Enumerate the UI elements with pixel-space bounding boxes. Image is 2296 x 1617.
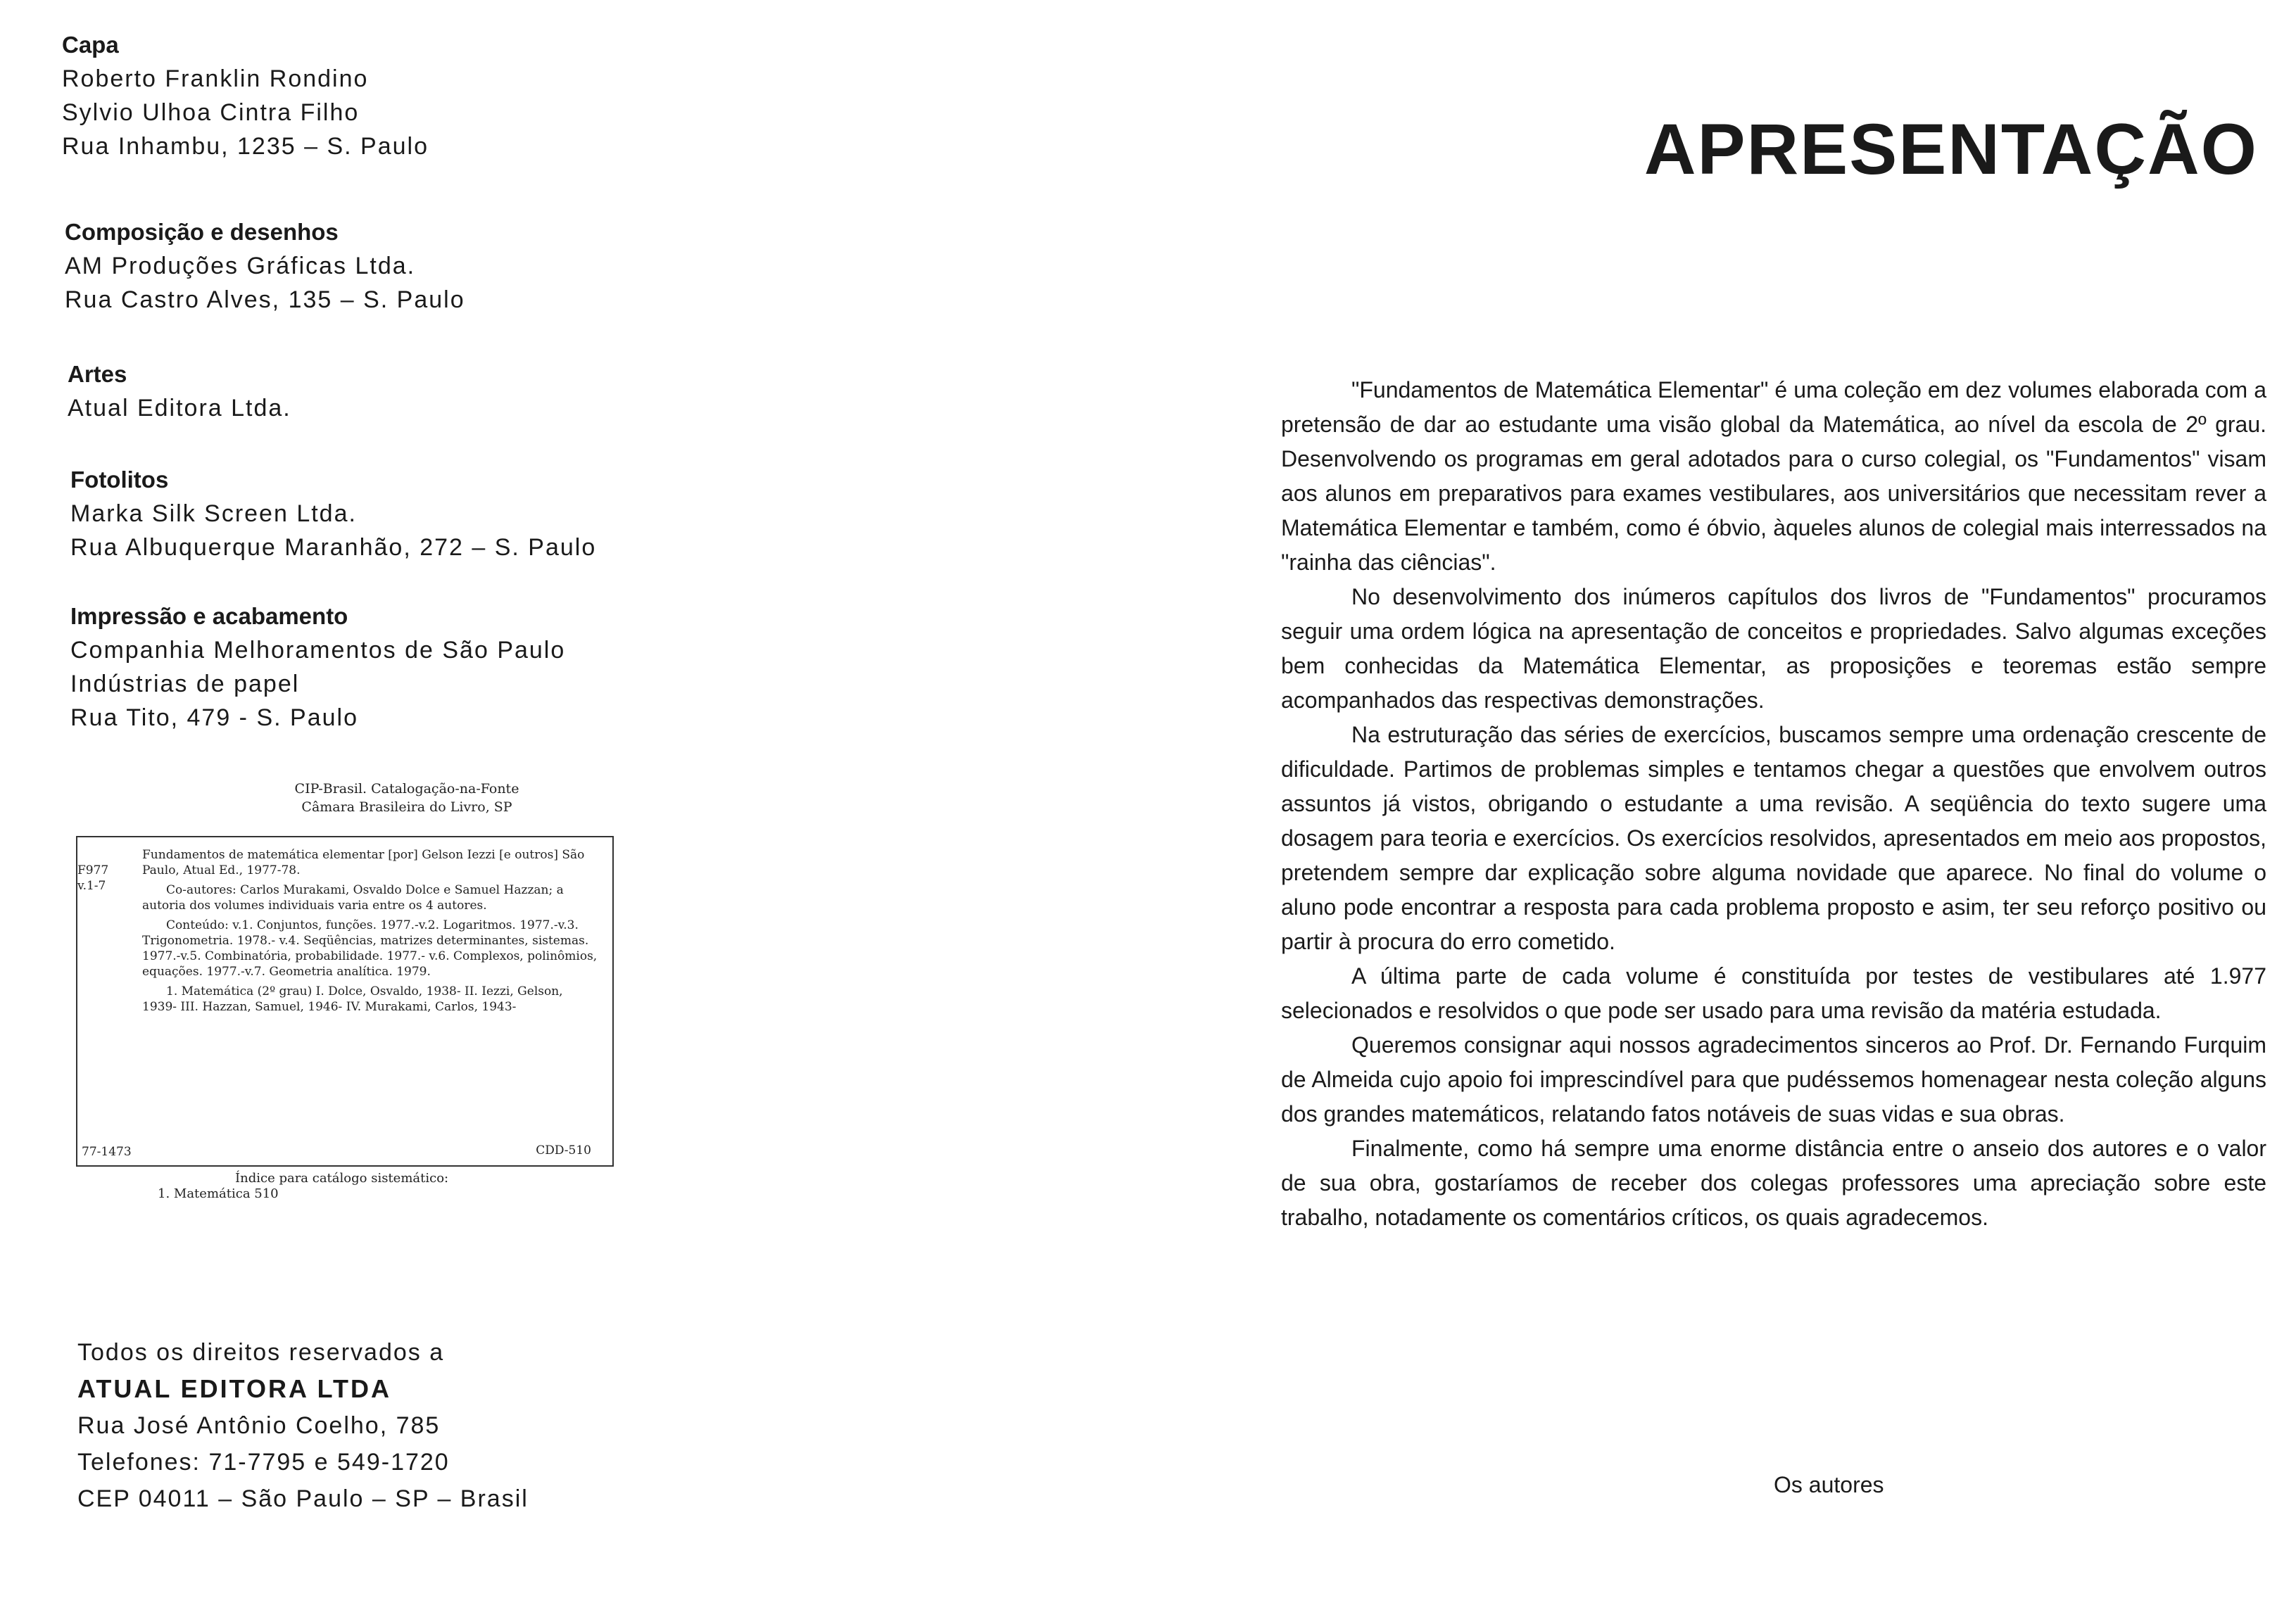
credit-section-artes (68, 357, 291, 425)
credit-line: Companhia Melhoramentos de São Paulo (70, 637, 566, 664)
credit-section-capa (62, 28, 429, 163)
paragraph: Finalmente, como há sempre uma enorme distância entre o anseio dos autores e o valor de sua obra, gostaríamos de receber dos colegas professores uma apreciação sobre este trabalho, notadamente os comentários críticos, os quais agradecemos. (1281, 1136, 2266, 1230)
publisher-cep: CEP 04011 – São Paulo – SP – Brasil (77, 1485, 529, 1512)
credit-line: Rua Tito, 479 - S. Paulo (70, 704, 358, 731)
cip-header-line: Câmara Brasileira do Livro, SP (301, 799, 512, 815)
credit-heading: Composição e desenhos (65, 219, 339, 245)
presentation-text (1281, 373, 2266, 1235)
cip-header (259, 780, 555, 816)
catalog-index (158, 1171, 580, 1202)
credit-section-fotolitos (70, 463, 596, 564)
credit-line: AM Produções Gráficas Ltda. (65, 253, 416, 279)
catalog-coauthors: Co-autores: Carlos Murakami, Osvaldo Dolce e Samuel Hazzan; a autoria dos volumes individuais varia entre os 4 autores. (142, 883, 564, 913)
publisher-address: Rua José Antônio Coelho, 785 (77, 1412, 441, 1439)
call-number-line: F977 (77, 863, 109, 877)
signature: Os autores (1774, 1472, 1884, 1497)
call-number-line: v.1-7 (77, 879, 106, 893)
rights-line: Todos os direitos reservados a (77, 1339, 445, 1366)
credit-line: Indústrias de papel (70, 671, 300, 697)
cip-header-line: CIP-Brasil. Catalogação-na-Fonte (294, 781, 519, 797)
catalog-index-entry: 1. Matemática 510 (158, 1186, 279, 1201)
credit-section-composicao (65, 215, 465, 317)
credit-line: Marka Silk Screen Ltda. (70, 500, 357, 527)
call-number (77, 863, 141, 894)
credit-heading: Capa (62, 32, 119, 58)
credit-section-impressao (70, 600, 565, 735)
catalog-card (76, 836, 614, 1167)
catalog-entry: Fundamentos de matemática elementar [por] Gelson Iezzi [e outros] São Paulo, Atual Ed., 1977-78. (142, 848, 585, 877)
rights-block (77, 1334, 529, 1517)
publisher-name: ATUAL EDITORA LTDA (77, 1374, 391, 1403)
credit-line: Rua Inhambu, 1235 – S. Paulo (62, 133, 429, 160)
paragraph: No desenvolvimento dos inúmeros capítulos dos livros de "Fundamentos" procuramos seguir uma ordem lógica na apresentação de conceitos e propriedades. Salvo algumas exceções bem conhecidas da Matemática Elementar, as proposições e teoremas estão sempre acompanhados das respectivas demonstrações. (1281, 584, 2266, 713)
credit-heading: Fotolitos (70, 467, 169, 493)
page-title: APRESENTAÇÃO (1644, 109, 2258, 189)
credit-heading: Impressão e acabamento (70, 603, 348, 629)
credit-line: Sylvio Ulhoa Cintra Filho (62, 99, 360, 126)
credit-line: Rua Albuquerque Maranhão, 272 – S. Paulo (70, 534, 597, 561)
catalog-index-title: Índice para catálogo sistemático: (235, 1171, 449, 1186)
credit-heading: Artes (68, 361, 127, 387)
record-number: 77-1473 (82, 1145, 132, 1159)
catalog-subjects: 1. Matemática (2º grau) I. Dolce, Osvaldo, 1938- II. Iezzi, Gelson, 1939- III. Hazzan, Samuel, 1946- IV. Murakami, Carlos, 1943- (142, 984, 563, 1014)
credit-line: Atual Editora Ltda. (68, 395, 291, 421)
catalog-card-body (142, 847, 600, 1019)
paragraph: "Fundamentos de Matemática Elementar" é uma coleção em dez volumes elaborada com a pretensão de dar ao estudante uma visão global da Matemática, ao nível da escola de 2º grau. Desenvolvendo os programas em geral adotados para o curso colegial, os "Fundamentos" visam aos alunos em preparativos para exames vestibulares, aos universitários que necessitam rever a Matemática Elementar e também, como é óbvio, àqueles alunos de colegial mais interressados na "rainha das ciências". (1281, 377, 2266, 575)
cdd-number: CDD-510 (536, 1143, 591, 1158)
paragraph: Queremos consignar aqui nossos agradecimentos sinceros ao Prof. Dr. Fernando Furquim de Almeida cujo apoio foi imprescindível para que pudéssemos homenagear nesta coleção alguns dos grandes matemáticos, relatando fatos notáveis de suas vidas e sua obras. (1281, 1032, 2266, 1127)
credit-line: Roberto Franklin Rondino (62, 65, 369, 92)
credit-line: Rua Castro Alves, 135 – S. Paulo (65, 286, 465, 313)
publisher-phones: Telefones: 71-7795 e 549-1720 (77, 1449, 450, 1476)
paragraph: Na estruturação das séries de exercícios, buscamos sempre uma ordenação crescente de dificuldade. Partimos de problemas simples e tentamos chegar a questões que envolvem outros assuntos já vistos, obrigando o estudante a uma revisão. A seqüência do texto sugere uma dosagem para teoria e exercícios. Os exercícios resolvidos, apresentados em meio aos propostos, pretendem sempre dar explicação sobre alguma novidade que aparece. No final do volume o aluno pode encontrar a resposta para cada problema proposto e asim, ter seu reforço positivo ou partir à procura do erro cometido. (1281, 722, 2266, 954)
catalog-contents: Conteúdo: v.1. Conjuntos, funções. 1977.-v.2. Logaritmos. 1977.-v.3. Trigonometria. 1978.- v.4. Seqüências, matrizes determinantes, sistemas. 1977.-v.5. Combinatória, probabilidade. 1977.- v.6. Complexos, polinômios, equações. 1977.-v.7. Geometria analítica. 1979. (142, 918, 598, 979)
paragraph: A última parte de cada volume é constituída por testes de vestibulares até 1.977 selecionados e resolvidos o que pode ser usado para uma revisão da matéria estudada. (1281, 963, 2266, 1023)
